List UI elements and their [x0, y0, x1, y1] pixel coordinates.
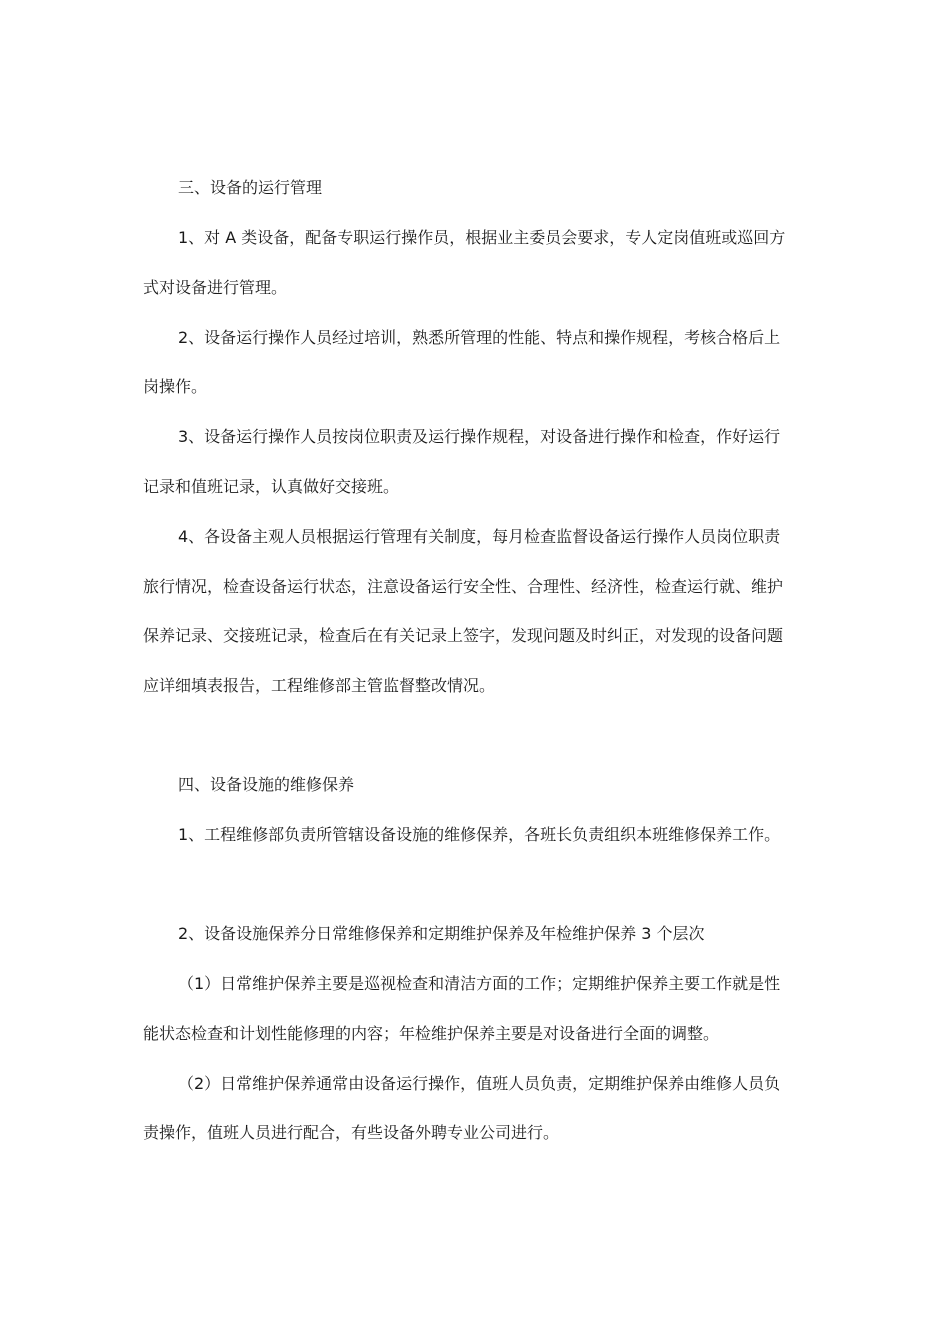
section-4-sub-1-line-2: 能状态检查和计划性能修理的内容；年检维护保养主要是对设备进行全面的调整。 [143, 1024, 720, 1043]
section-3-item-1-line-2: 式对设备进行管理。 [143, 278, 288, 297]
section-4-sub-2-line-1: （2）日常维护保养通常由设备运行操作，值班人员负责，定期维护保养由维修人员负 [178, 1074, 781, 1093]
section-4-item-1-line-1: 1、工程维修部负责所管辖设备设施的维修保养，各班长负责组织本班维修保养工作。 [178, 825, 781, 844]
section-4-heading: 四、设备设施的维修保养 [178, 775, 355, 794]
section-3-heading: 三、设备的运行管理 [178, 178, 323, 197]
section-3-item-2-line-1: 2、设备运行操作人员经过培训，熟悉所管理的性能、特点和操作规程，考核合格后上 [178, 328, 781, 347]
section-3-item-3-line-2: 记录和值班记录，认真做好交接班。 [143, 477, 400, 496]
section-3-item-4-line-3: 保养记录、交接班记录，检查后在有关记录上签字，发现问题及时纠正，对发现的设备问题 [143, 626, 784, 645]
section-4-item-2-line-1: 2、设备设施保养分日常维修保养和定期维护保养及年检维护保养 3 个层次 [178, 924, 705, 943]
section-3-item-3-line-1: 3、设备运行操作人员按岗位职责及运行操作规程，对设备进行操作和检查，作好运行 [178, 427, 781, 446]
section-4-sub-1-line-1: （1）日常维护保养主要是巡视检查和清洁方面的工作；定期维护保养主要工作就是性 [178, 974, 781, 993]
section-3-item-2-line-2: 岗操作。 [143, 377, 208, 396]
section-3-item-4-line-4: 应详细填表报告，工程维修部主管监督整改情况。 [143, 676, 496, 695]
section-3-item-4-line-1: 4、各设备主观人员根据运行管理有关制度，每月检查监督设备运行操作人员岗位职责 [178, 527, 781, 546]
section-4-sub-2-line-2: 责操作，值班人员进行配合，有些设备外聘专业公司进行。 [143, 1123, 560, 1142]
section-3-item-1-line-1: 1、对 A 类设备，配备专职运行操作员，根据业主委员会要求，专人定岗值班或巡回方 [178, 228, 786, 247]
section-3-item-4-line-2: 旅行情况，检查设备运行状态，注意设备运行安全性、合理性、经济性，检查运行就、维护 [143, 577, 784, 596]
